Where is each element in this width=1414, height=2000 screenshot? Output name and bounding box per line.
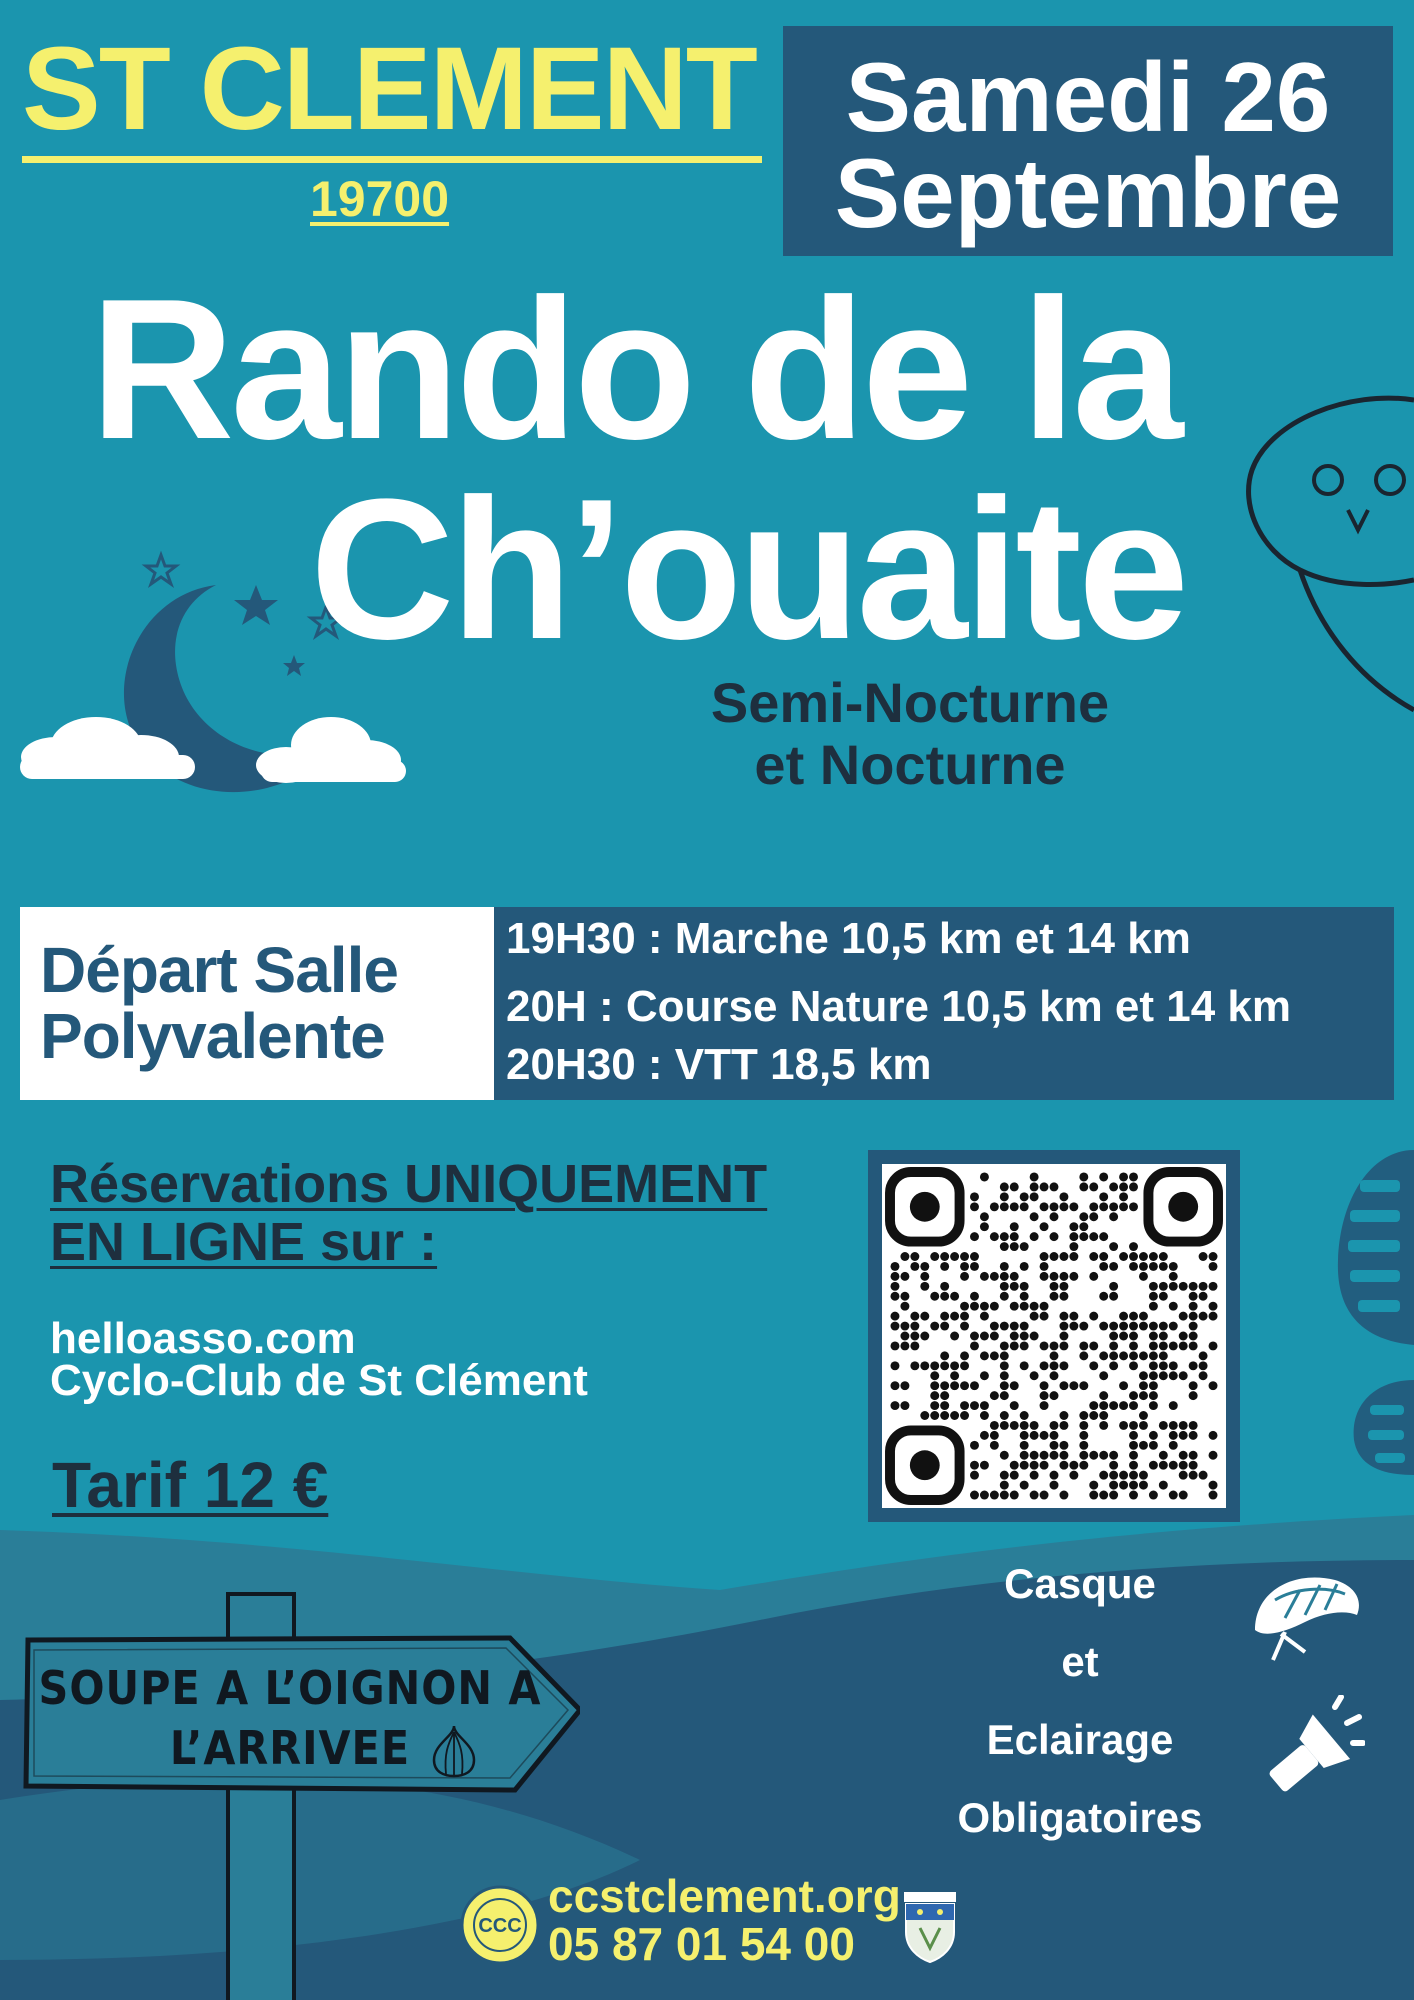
departure-label-line1: Départ Salle: [40, 934, 398, 1006]
booking-details: [50, 1314, 588, 1405]
postcode: 19700: [310, 171, 450, 227]
event-title-line2: Ch’ouaite: [310, 458, 1186, 681]
star-icon: [234, 585, 278, 625]
requirement-line: Casque: [1004, 1560, 1156, 1607]
bike-helmet-icon: [1245, 1560, 1365, 1670]
booking-site: helloasso.com: [50, 1314, 356, 1363]
website-link[interactable]: ccstclement.org: [548, 1870, 901, 1922]
onion-icon: [428, 1722, 480, 1778]
town-crest-icon: [900, 1888, 960, 1964]
event-subtitle: [630, 672, 1190, 796]
date-day: Samedi 26: [845, 42, 1331, 152]
requirement-line: et: [1061, 1638, 1099, 1685]
qr-code-frame[interactable]: [868, 1150, 1240, 1522]
departure-label: [40, 934, 398, 1072]
departure-label-line2: Polyvalente: [40, 1000, 385, 1072]
owl-icon: [1240, 380, 1414, 720]
flashlight-icon: [1245, 1695, 1365, 1815]
subtitle-line2: et Nocturne: [754, 733, 1066, 796]
date-month: Septembre: [834, 138, 1342, 248]
event-title-line1: Rando de la: [90, 258, 1180, 481]
schedule-item: 20H : Course Nature 10,5 km et 14 km: [506, 982, 1292, 1031]
logo-initials: CCC: [478, 1915, 522, 1937]
departure-box: [20, 907, 494, 1100]
price: Tarif 12 €: [52, 1449, 329, 1521]
requirements: [930, 1545, 1230, 1857]
booking-line2: EN LIGNE sur :: [50, 1212, 438, 1272]
subtitle-line1: Semi-Nocturne: [710, 671, 1110, 734]
date-box: [783, 26, 1393, 256]
town-underline: [22, 156, 762, 163]
booking-line1: Réservations UNIQUEMENT: [50, 1154, 768, 1214]
booking-heading: [50, 1155, 767, 1271]
requirement-line: Obligatoires: [957, 1794, 1203, 1841]
cyclo-club-logo: [460, 1885, 540, 1965]
footprint-icon: [1320, 1140, 1414, 1480]
signpost-line1: SOUPE A L’OIGNON A: [38, 1661, 542, 1715]
phone-number[interactable]: 05 87 01 54 00: [548, 1918, 855, 1970]
requirement-line: Eclairage: [986, 1716, 1174, 1763]
town-name: ST CLEMENT: [22, 23, 756, 155]
qr-code-pattern: [882, 1164, 1226, 1508]
booking-club: Cyclo-Club de St Clément: [50, 1356, 588, 1405]
signpost-line2: L’ARRIVEE: [169, 1721, 411, 1775]
star-icon: [283, 655, 305, 676]
schedule-box: [494, 907, 1394, 1100]
schedule-item: 19H30 : Marche 10,5 km et 14 km: [506, 914, 1191, 963]
qr-code[interactable]: [882, 1164, 1226, 1508]
schedule-item: 20H30 : VTT 18,5 km: [506, 1040, 932, 1089]
